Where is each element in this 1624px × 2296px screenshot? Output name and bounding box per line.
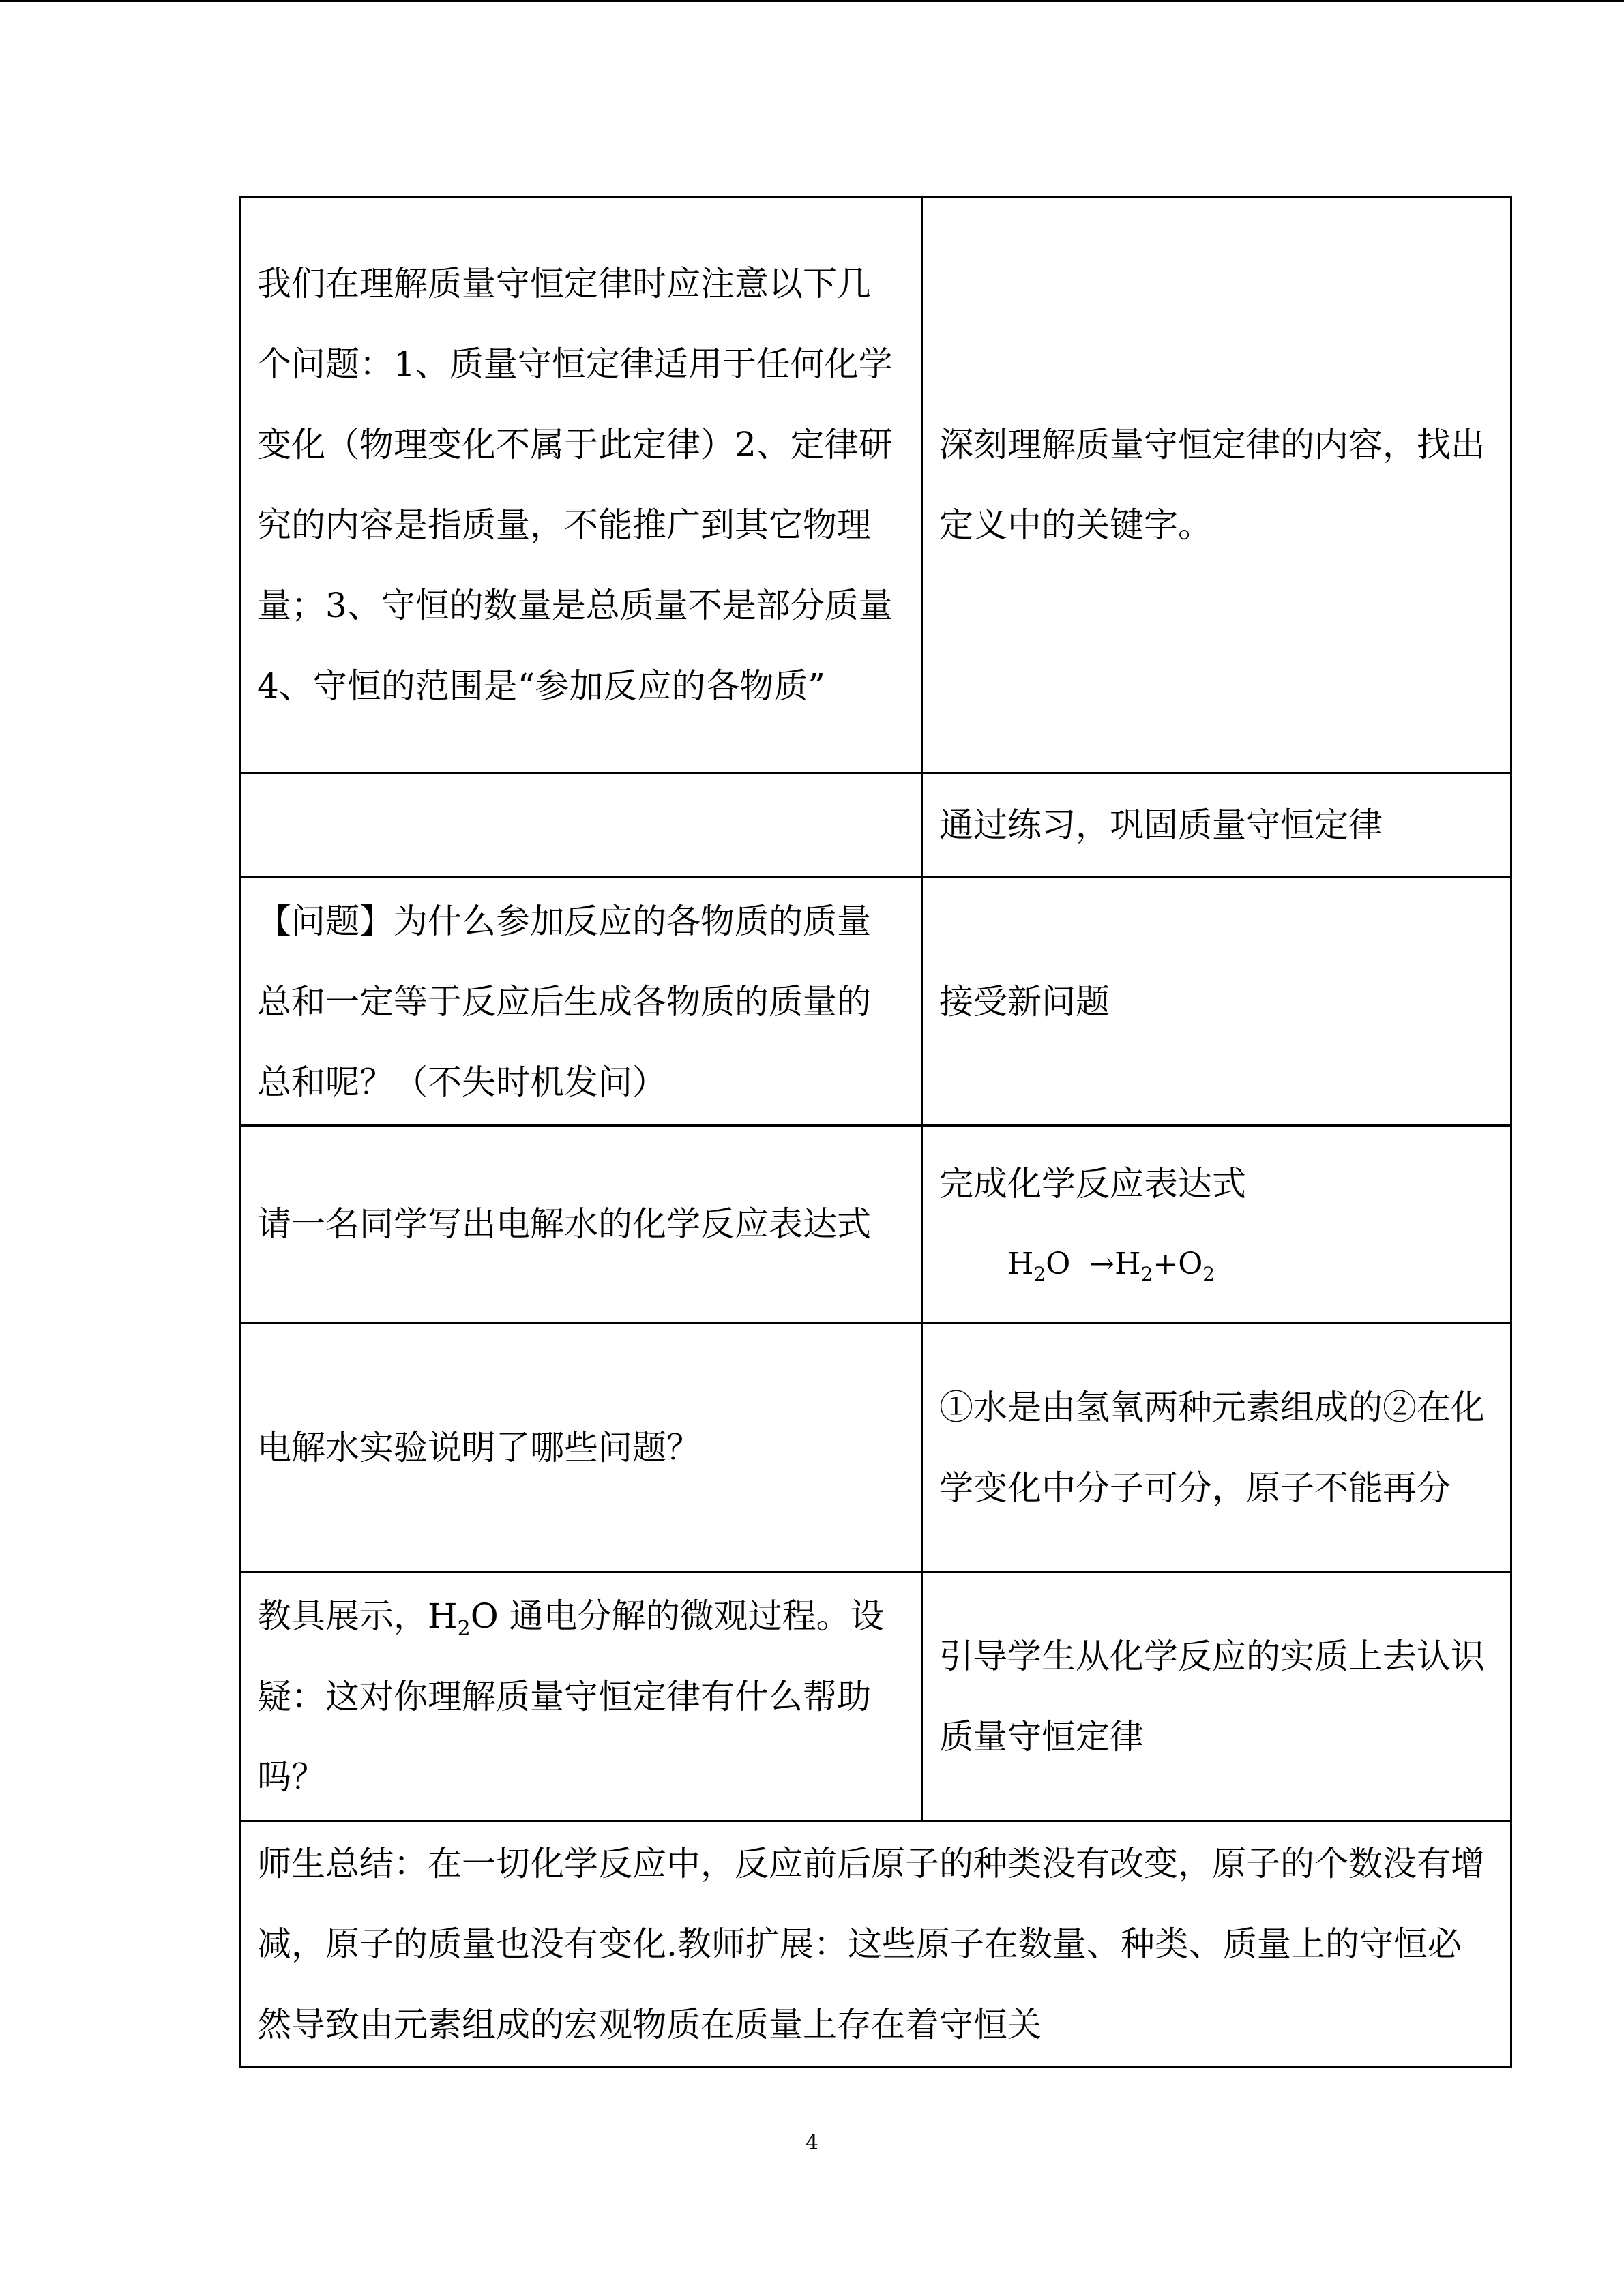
table-row: [240, 1821, 1511, 2068]
top-border-line: [0, 0, 1624, 2]
reaction-arrow: →: [1089, 1247, 1115, 1281]
teacher-activity-cell: 电解水实验说明了哪些问题？: [240, 1323, 922, 1572]
lesson-table: [239, 196, 1512, 2068]
summary-cell: 师生总结：在一切化学反应中，反应前后原子的种类没有改变，原子的个数没有增减，原子的质量也没有变化.教师扩展：这些原子在数量、种类、质量上的守恒必然导致由元素组成的宏观物质在质量上存在着守恒关: [240, 1821, 1511, 2068]
teacher-activity-cell: 我们在理解质量守恒定律时应注意以下几个问题：1、质量守恒定律适用于任何化学变化（物理变化不属于此定律）2、定律研究的内容是指质量，不能推广到其它物理量；3、守恒的数量是总质量不是部分质量 4、守恒的范围是“参加反应的各物质”: [240, 197, 922, 773]
student-activity-cell: [922, 1126, 1511, 1323]
student-activity-cell: 接受新问题: [922, 878, 1511, 1126]
table-row: [240, 1323, 1511, 1572]
student-activity-cell: 通过练习，巩固质量守恒定律: [922, 773, 1511, 878]
table-row: [240, 878, 1511, 1126]
teacher-activity-cell: [240, 773, 922, 878]
table-row: [240, 1572, 1511, 1821]
teacher-activity-cell: 【问题】为什么参加反应的各物质的质量总和一定等于反应后生成各物质的质量的总和呢？（不失时机发问）: [240, 878, 922, 1126]
electrolysis-equation: $H_2O \to H_2+O_2$: [1007, 1247, 1215, 1285]
table-row: [240, 773, 1511, 878]
table-row: [240, 1126, 1511, 1323]
teacher-activity-cell: 请一名同学写出电解水的化学反应表达式: [240, 1126, 922, 1323]
student-activity-text: 完成化学反应表达式: [939, 1164, 1246, 1204]
teacher-activity-cell: 教具展示，$H_2O$ 通电分解的微观过程。设疑：这对你理解质量守恒定律有什么帮助吗？: [240, 1572, 922, 1821]
table-row: [240, 197, 1511, 773]
student-activity-cell: ①水是由氢氧两种元素组成的②在化学变化中分子可分，原子不能再分: [922, 1323, 1511, 1572]
page-number: 4: [805, 2131, 819, 2155]
student-activity-cell: 深刻理解质量守恒定律的内容，找出定义中的关键字。: [922, 197, 1511, 773]
student-activity-cell: 引导学生从化学反应的实质上去认识质量守恒定律: [922, 1572, 1511, 1821]
